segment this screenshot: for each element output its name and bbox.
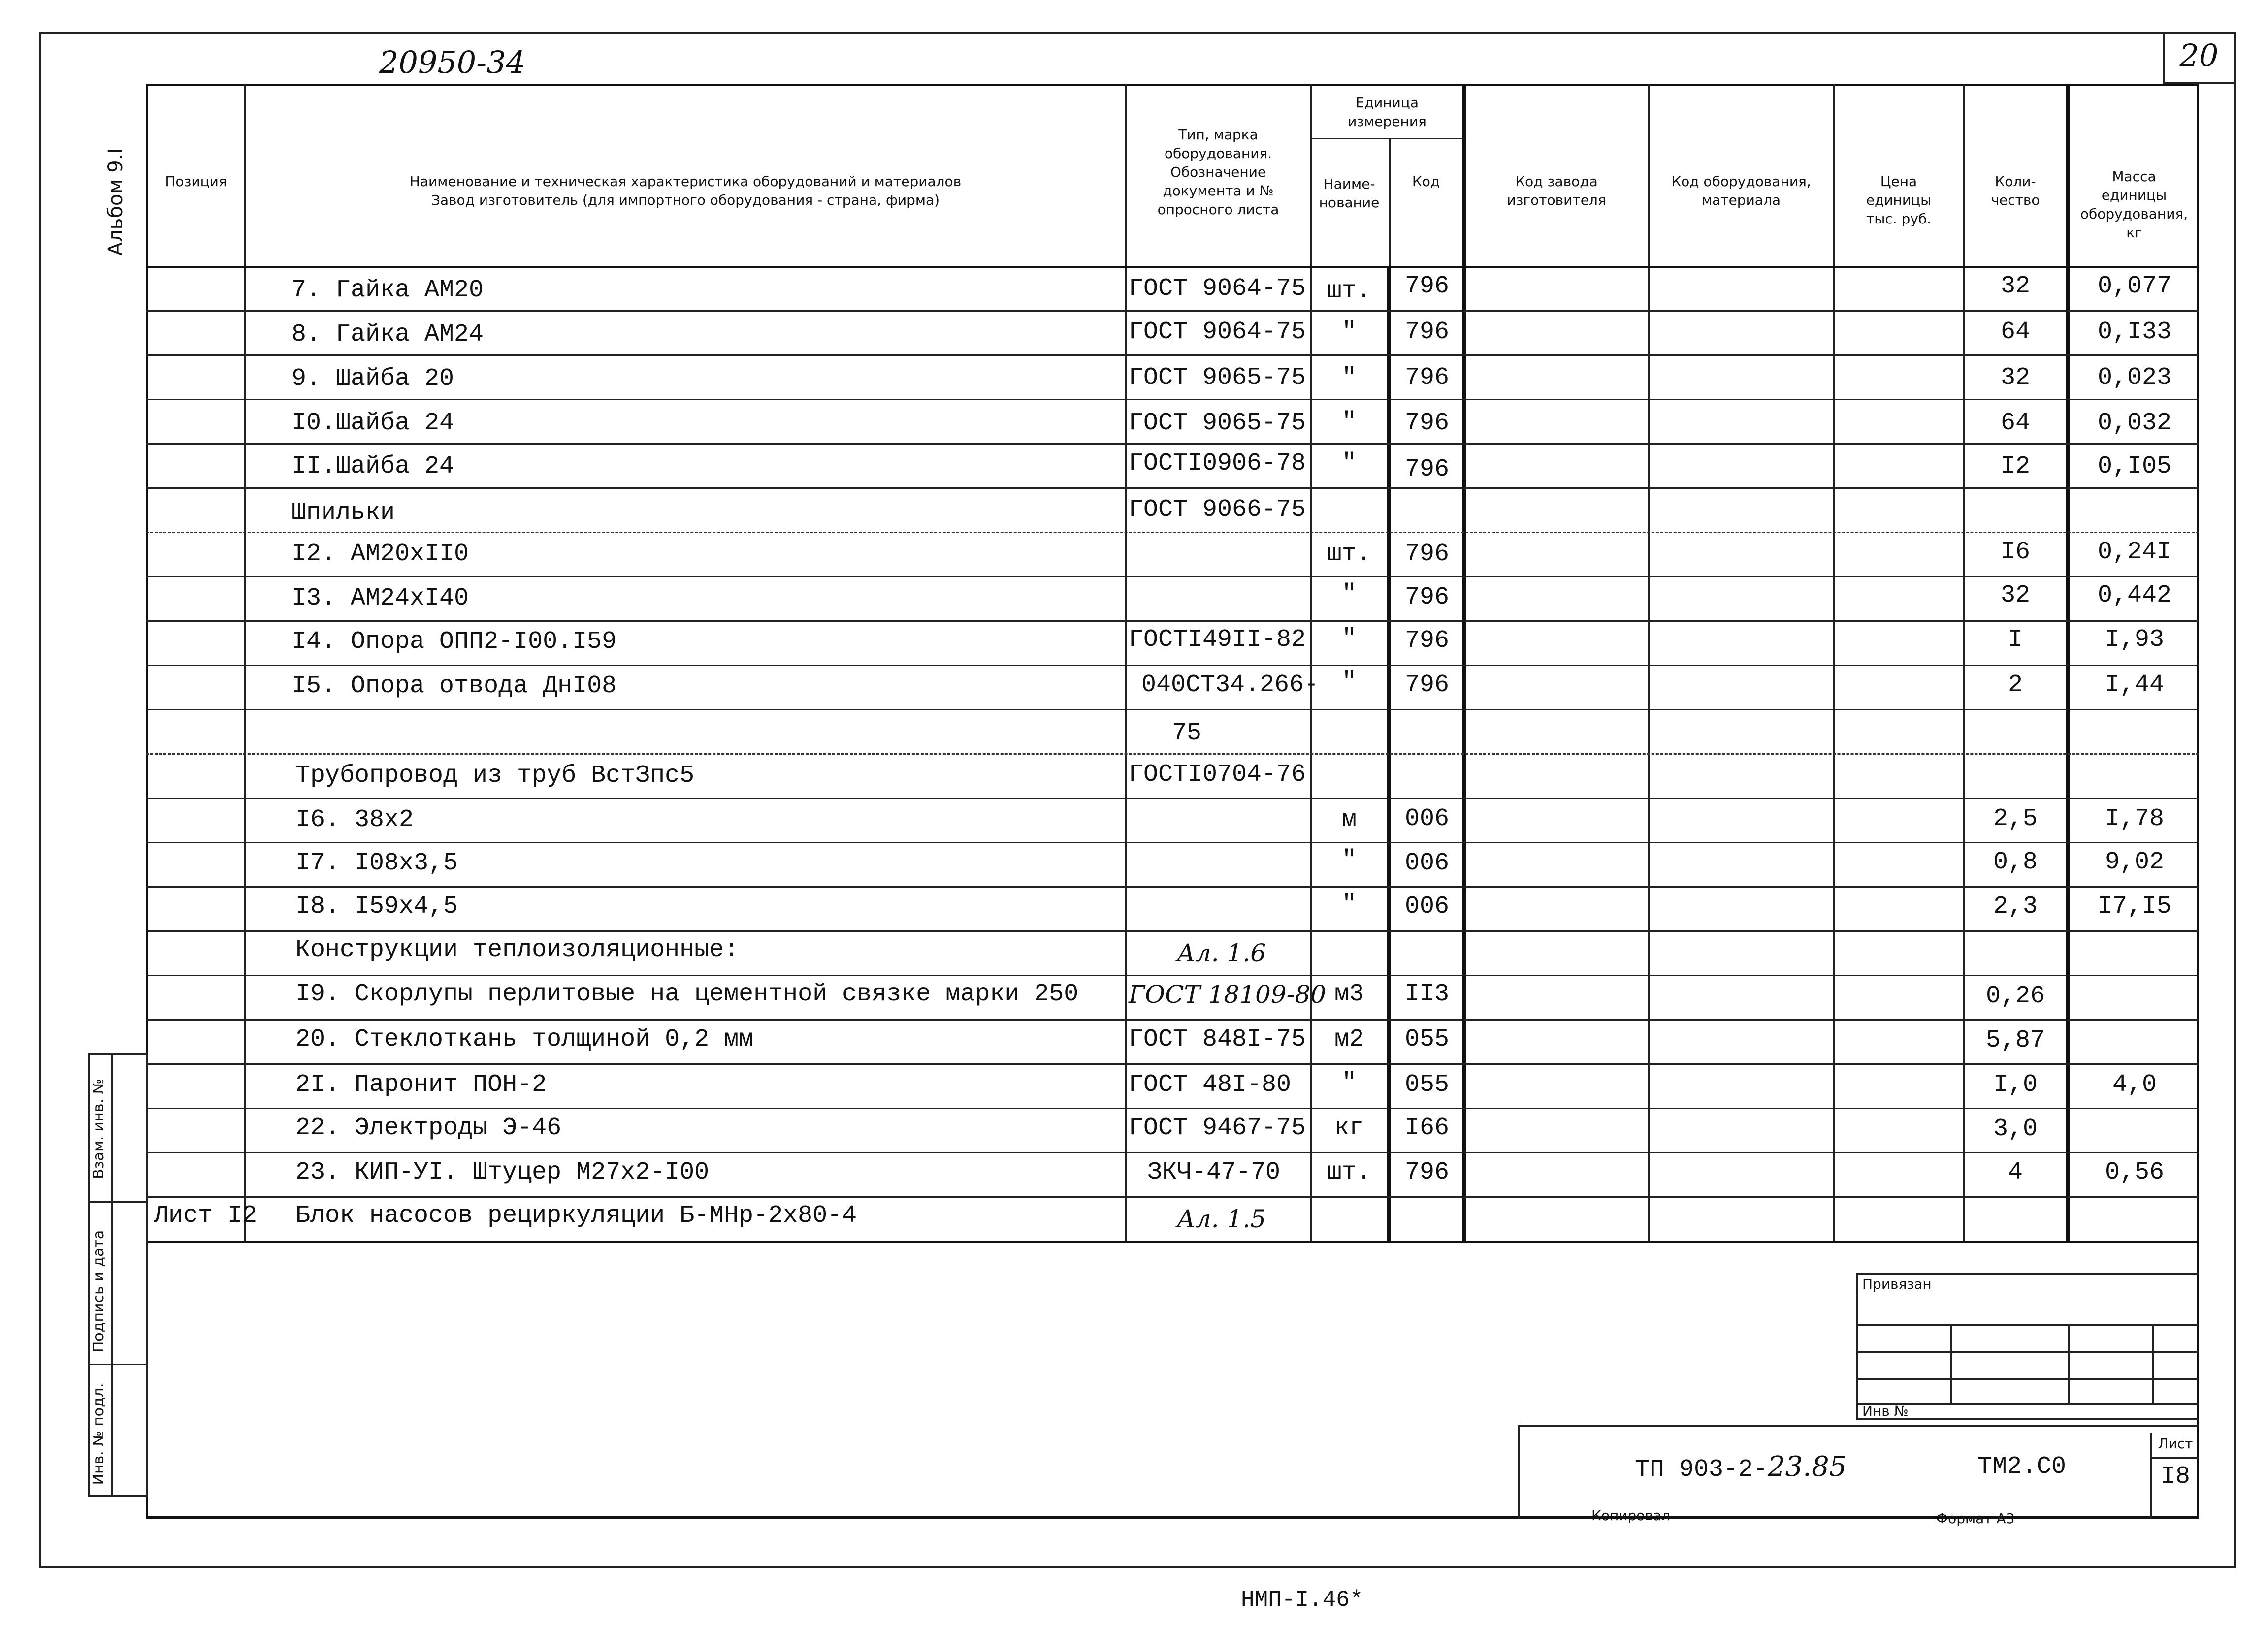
table-row-qty: 4 <box>2008 1158 2023 1186</box>
privyazan-box <box>1856 1273 2199 1420</box>
table-row-mass: 0,023 <box>2097 364 2172 392</box>
table-row-code: 055 <box>1404 1071 1449 1099</box>
doc-number-handwritten: 20950-34 <box>379 44 526 80</box>
table-row-name: I9. Скорлупы перлитовые на цементной связке марки 250 <box>295 980 1079 1008</box>
table-row-name: I0.Шайба 24 <box>292 409 454 437</box>
table-row-qty: I2 <box>2000 452 2030 480</box>
list-number: I8 <box>2160 1463 2190 1491</box>
header-price: Цена единицы тыс. руб. <box>1866 173 1932 227</box>
table-row-code: 796 <box>1404 583 1449 611</box>
table-row-type: ЗКЧ-47-70 <box>1147 1158 1281 1186</box>
table-row-type: ГОСТ 9066-75 <box>1129 496 1306 524</box>
table-row-name: I3. АМ24хI40 <box>292 584 469 612</box>
table-row-name: II.Шайба 24 <box>292 452 454 480</box>
table-row-qty: 2,3 <box>1993 893 2038 921</box>
table-row-type: ГОСТ 9064-75 <box>1129 318 1306 346</box>
table-row-code: 796 <box>1404 318 1449 346</box>
table-row-unit: " <box>1341 668 1357 696</box>
table-row-mass: 0,077 <box>2097 272 2172 300</box>
table-row-qty: 64 <box>2000 318 2030 346</box>
table-row-unit: шт. <box>1327 540 1371 568</box>
table-row-unit: " <box>1341 364 1357 392</box>
header-qty: Коли- чество <box>1991 173 2040 208</box>
doc-code-handwritten: 23.85 <box>1768 1451 1847 1483</box>
table-row-name: Блок насосов рециркуляции Б-МНр-2х80-4 <box>295 1202 857 1230</box>
bottom-code: НМП-I.46* <box>1241 1587 1363 1613</box>
table-row-mass: 4,0 <box>2112 1071 2157 1099</box>
table-row-mass: 0,442 <box>2097 581 2172 609</box>
table-row-mass: 0,I05 <box>2097 452 2172 480</box>
table-row-unit: " <box>1341 408 1357 436</box>
doc-code <box>1635 1452 1847 1485</box>
table-row-name: Трубопровод из труб ВстЗпс5 <box>295 762 695 790</box>
table-row-qty: 0,26 <box>1985 982 2045 1010</box>
table-row-code: 796 <box>1404 409 1449 437</box>
side-label-vzam: Взам. инв. № <box>90 1079 107 1179</box>
table-row-code: 796 <box>1404 272 1449 300</box>
table-row-qty: I <box>2008 626 2023 654</box>
table-row-unit: м <box>1341 806 1357 834</box>
table-row-unit: кг <box>1334 1114 1364 1142</box>
table-row-unit: " <box>1341 580 1357 608</box>
table-row-type: ГОСТ 9065-75 <box>1129 409 1306 437</box>
table-row-name: I7. I08х3,5 <box>295 849 458 877</box>
sheet-code: ТМ2.С0 <box>1977 1453 2067 1481</box>
album-label: Альбом 9.I <box>104 148 127 256</box>
table-row-mass: I,44 <box>2105 671 2165 699</box>
table-row-type: ГОСТ 9064-75 <box>1129 275 1306 303</box>
table-row-qty: 2,5 <box>1993 805 2038 833</box>
header-mass: Масса единицы оборудования, кг <box>2080 168 2188 241</box>
table-row-mass: 0,032 <box>2097 409 2172 437</box>
inv-no-label: Инв № <box>1862 1403 1909 1419</box>
header-unit-code: Код <box>1412 173 1440 190</box>
table-row-code: 055 <box>1404 1025 1449 1053</box>
table-row-name: Конструкции теплоизоляционные: <box>295 936 739 964</box>
table-row-qty: 32 <box>2000 364 2030 392</box>
table-row-name: I5. Опора отвода ДнI08 <box>292 672 617 700</box>
table-row-type: ГОСТ 9467-75 <box>1129 1114 1306 1142</box>
table-row-type: Ал. 1.5 <box>1177 1205 1266 1233</box>
table-row-unit: м2 <box>1334 1025 1364 1053</box>
table-row-name: I8. I59х4,5 <box>295 893 458 921</box>
table-row-name: I2. АМ20хII0 <box>292 540 469 568</box>
table-row-qty: I6 <box>2000 538 2030 566</box>
header-factory-code: Код завода изготовителя <box>1507 173 1606 208</box>
table-row-qty: I,0 <box>1993 1071 2038 1099</box>
table-row-unit: " <box>1341 449 1357 478</box>
list-label: Лист <box>2158 1436 2193 1452</box>
table-row-code: 796 <box>1404 1158 1449 1186</box>
table-row-unit: " <box>1341 318 1357 346</box>
table-row-type: ГОСТ 48I-80 <box>1129 1071 1292 1099</box>
table-row-name: 2I. Паронит ПОН-2 <box>295 1071 547 1099</box>
header-type: Тип, марка оборудования. Обозначение документа и № опросного листа <box>1157 127 1279 218</box>
table-row-unit: " <box>1341 891 1357 919</box>
table-row-code: 796 <box>1404 671 1449 699</box>
copied-label: Копировал <box>1591 1507 1670 1524</box>
table-row-qty: 0,8 <box>1993 848 2038 876</box>
table-row-code: 796 <box>1404 455 1449 483</box>
table-row-code: II3 <box>1404 980 1449 1008</box>
table-row-type: ГОСТI0906-78 <box>1129 449 1306 478</box>
header-position: Позиция <box>165 173 227 190</box>
table-row-code: 006 <box>1404 893 1449 921</box>
table-row-name: I6. 38х2 <box>295 806 414 834</box>
table-row-position: Лист I2 <box>154 1202 258 1230</box>
table-row-mass: 0,I33 <box>2097 318 2172 346</box>
table-row-type: ГОСТ 18109-80 <box>1129 980 1327 1009</box>
table-row-unit: шт. <box>1327 1158 1371 1186</box>
table-row-qty: 32 <box>2000 272 2030 300</box>
header-unit-group: Единица измерения <box>1348 95 1426 129</box>
page-corner-number: 20 <box>2179 37 2219 73</box>
table-row-type: ГОСТ 9065-75 <box>1129 364 1306 392</box>
table-row-unit: " <box>1341 1069 1357 1097</box>
privyazan-label: Привязан <box>1862 1276 1932 1292</box>
table-row-qty: 3,0 <box>1993 1115 2038 1143</box>
table-row-name: 9. Шайба 20 <box>292 365 454 393</box>
table-row-mass: I7,I5 <box>2097 893 2172 921</box>
table-row-code: I66 <box>1404 1114 1449 1142</box>
table-row-unit: " <box>1341 625 1357 653</box>
table-row-name: 7. Гайка АМ20 <box>292 276 484 304</box>
side-label-podpis: Подпись и дата <box>90 1230 107 1353</box>
title-block <box>1518 1425 2199 1519</box>
table-row-type: 75 <box>1172 719 1202 747</box>
table-row-type: Ал. 1.6 <box>1177 939 1266 967</box>
side-label-inv-podl: Инв. № подл. <box>90 1383 107 1485</box>
table-row-mass: 9,02 <box>2105 848 2165 876</box>
header-equip-code: Код оборудования, материала <box>1671 173 1811 208</box>
table-row-mass: 0,56 <box>2105 1158 2165 1186</box>
table-row-code: 006 <box>1404 805 1449 833</box>
table-row-type: ГОСТI0704-76 <box>1129 761 1306 789</box>
table-row-unit: " <box>1341 846 1357 874</box>
header-unit-name: Наиме- нование <box>1319 176 1380 211</box>
table-row-qty: 32 <box>2000 581 2030 609</box>
table-row-type: ГОСТ 848I-75 <box>1129 1025 1306 1053</box>
table-row-mass: I,93 <box>2105 626 2165 654</box>
table-row-name: 22. Электроды Э-46 <box>295 1114 562 1142</box>
header-name: Наименование и техническая характеристика оборудований и материалов Завод изготовитель (для импортного оборудования - страна, фирма) <box>409 173 962 208</box>
table-row-type: ГОСТI49II-82 <box>1129 626 1306 654</box>
format-label: Формат А3 <box>1936 1510 2015 1527</box>
doc-code-printed: ТП 903-2- <box>1635 1456 1768 1484</box>
table-row-name: 23. КИП-УI. Штуцер М27х2-I00 <box>295 1158 710 1186</box>
table-row-unit: м3 <box>1334 980 1364 1008</box>
table-row-code: 796 <box>1404 627 1449 655</box>
table-row-qty: 64 <box>2000 409 2030 437</box>
table-row-code: 796 <box>1404 540 1449 568</box>
table-row-mass: I,78 <box>2105 805 2165 833</box>
table-row-code: 006 <box>1404 849 1449 877</box>
table-row-qty: 2 <box>2008 671 2023 699</box>
table-row-name: Шпильки <box>292 499 395 527</box>
table-row-qty: 5,87 <box>1985 1026 2045 1054</box>
table-row-mass: 0,24I <box>2097 538 2172 566</box>
table-row-name: I4. Опора ОПП2-I00.I59 <box>292 628 617 656</box>
table-row-code: 796 <box>1404 364 1449 392</box>
table-row-type: 040СТ34.266- <box>1141 671 1319 699</box>
table-row-name: 20. Стеклоткань толщиной 0,2 мм <box>295 1025 754 1053</box>
table-row-name: 8. Гайка АМ24 <box>292 320 484 349</box>
table-row-unit: шт. <box>1327 277 1371 305</box>
